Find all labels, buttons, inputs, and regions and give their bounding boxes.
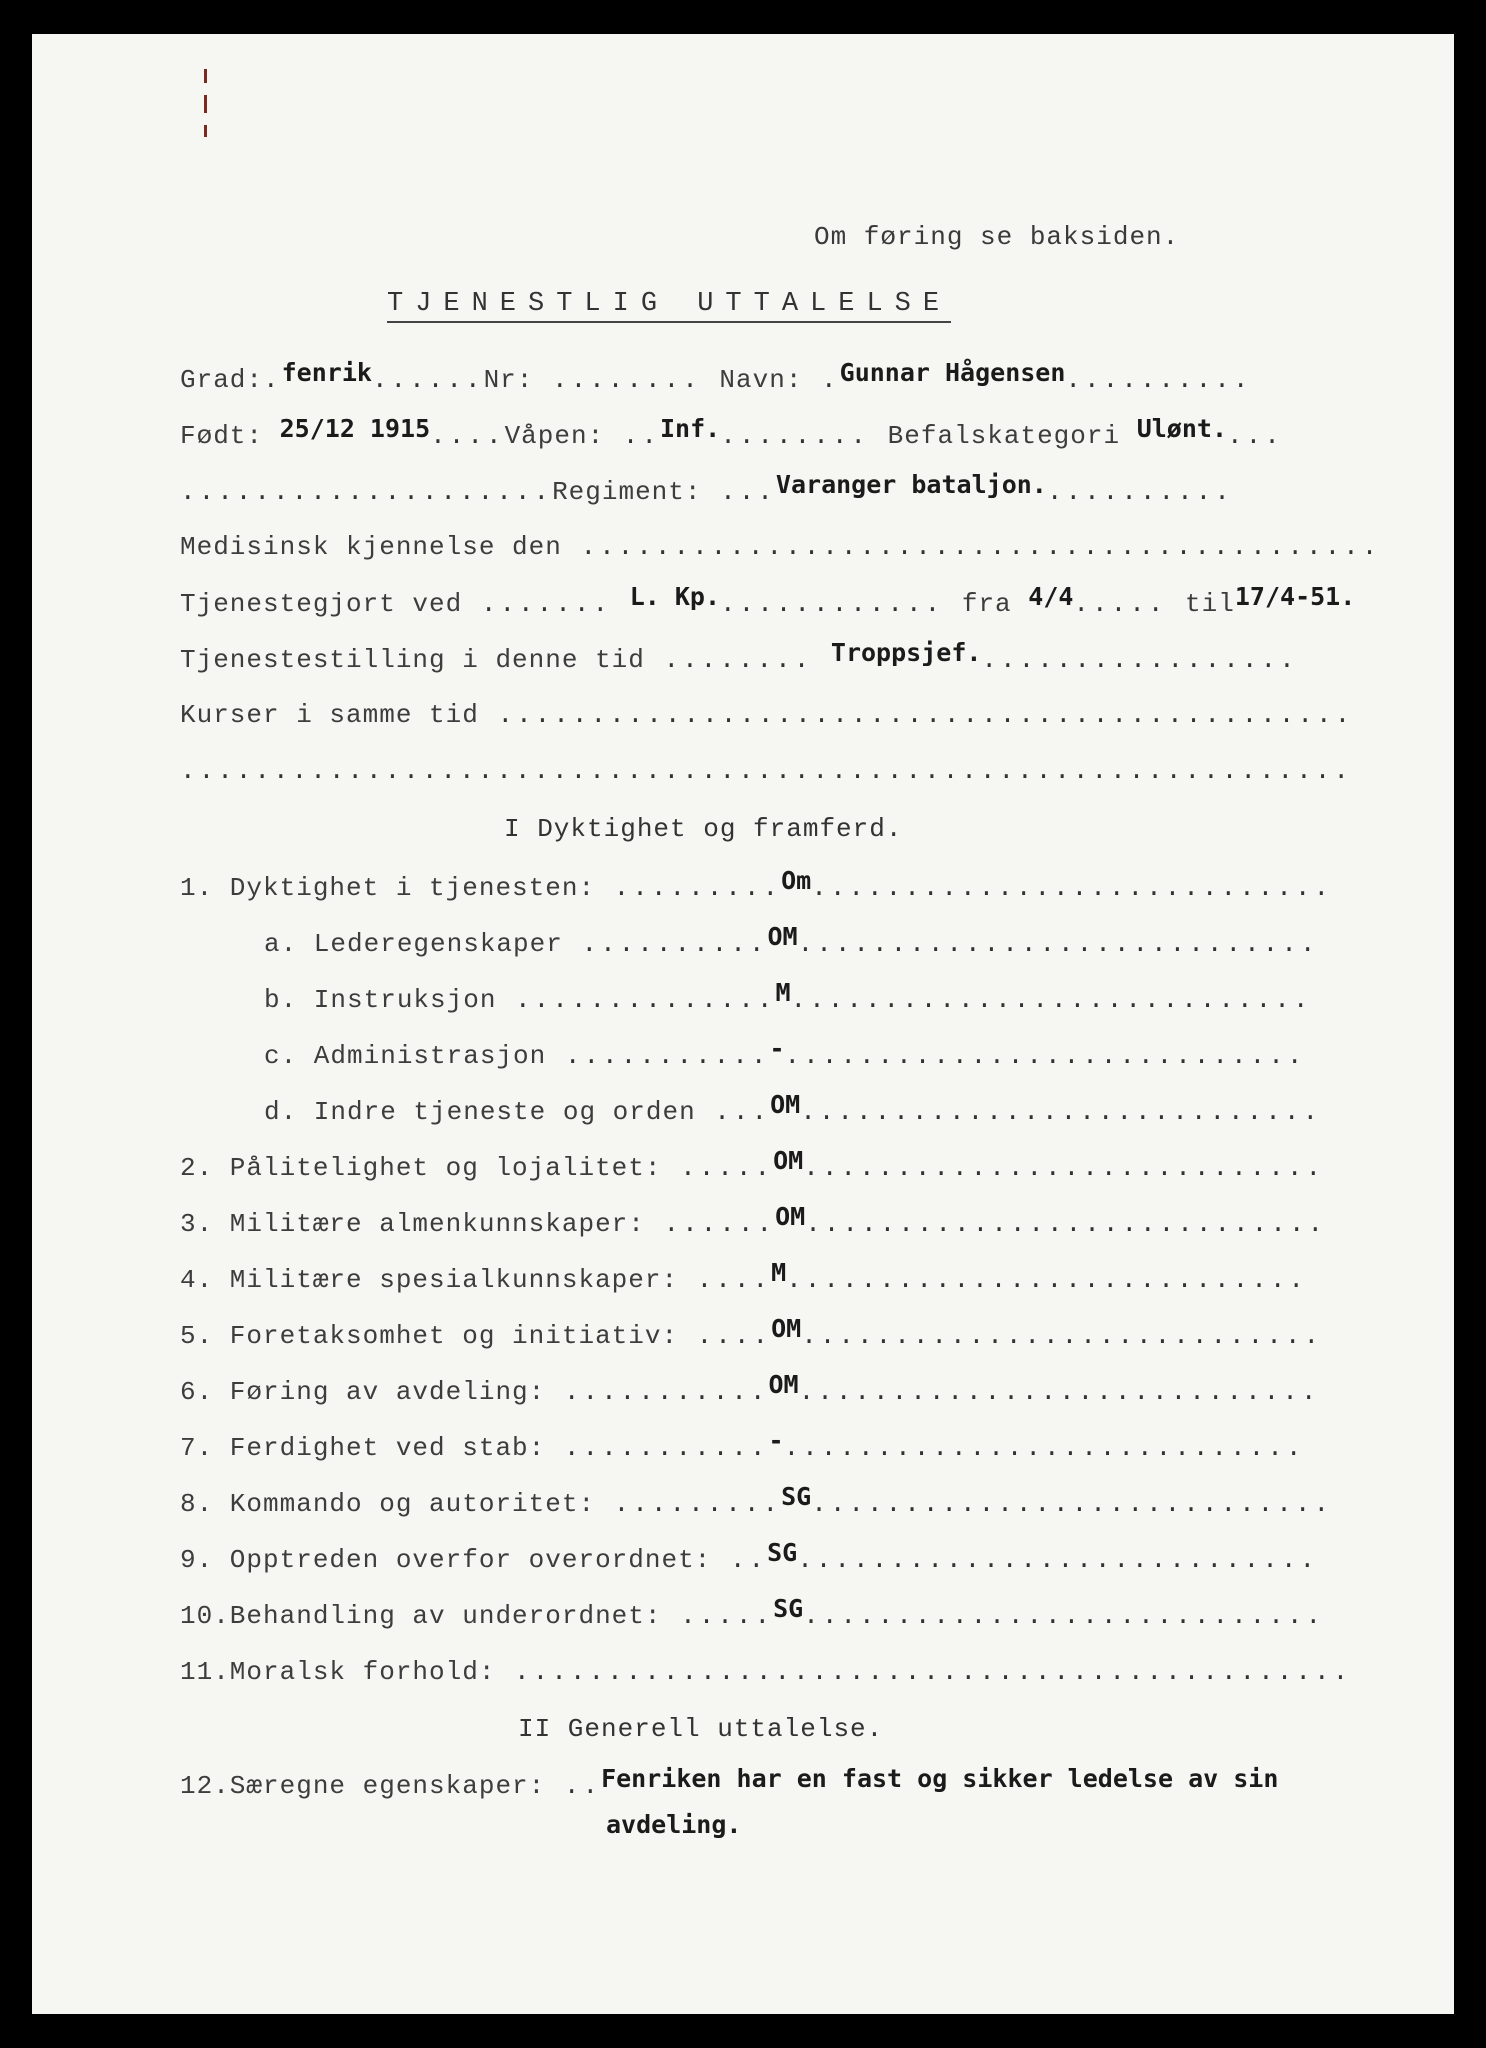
befal-value: Ulønt. — [1136, 414, 1228, 443]
nr-label: Nr: — [483, 365, 534, 395]
medisinsk-label: Medisinsk kjennelse den — [180, 532, 562, 562]
tjenestegjort-value: L. Kp. — [629, 582, 720, 611]
vapen-value: Inf. — [660, 414, 721, 443]
leader-dots: .............. — [496, 985, 776, 1015]
navn-value: Gunnar Hågensen — [839, 358, 1066, 387]
evaluation-label: 10.Behandling av underordnet: — [180, 1601, 662, 1631]
leader-dots: ........... — [546, 1041, 770, 1071]
evaluation-grade: - — [768, 1426, 784, 1455]
leader-dots: .......... — [562, 929, 768, 959]
regiment-label: Regiment: — [552, 477, 702, 507]
evaluation-row — [180, 1538, 1319, 1575]
grad-value: fenrik — [281, 358, 372, 387]
document-page — [32, 34, 1454, 2014]
stilling-value: Troppsjef. — [830, 638, 982, 667]
row-regiment: ....................Regiment: ...Varanger bataljon........... — [180, 470, 1233, 507]
evaluation-row — [180, 1146, 1325, 1183]
grad-label: Grad: — [180, 365, 264, 395]
evaluation-label: d. Indre tjeneste og orden — [264, 1097, 696, 1127]
vapen-label: Våpen: — [504, 421, 605, 451]
evaluation-grade: OM — [768, 1370, 799, 1399]
leader-dots: ......... — [595, 1489, 782, 1519]
stilling-label: Tjenestestilling i denne tid — [180, 645, 645, 675]
section-1-heading: I Dyktighet og framferd. — [504, 814, 903, 844]
leader-dots: ... — [695, 1097, 771, 1127]
leader-dots: ...... — [644, 1209, 776, 1239]
evaluation-row — [180, 1426, 1305, 1463]
leader-dots: .... — [678, 1321, 772, 1351]
evaluation-row — [180, 1258, 1308, 1295]
leader-dots: ............................ — [803, 1601, 1325, 1631]
row-kurser: Kurser i samme tid .............................................. — [180, 700, 1354, 730]
tjenestegjort-label: Tjenestegjort ved — [180, 589, 463, 619]
evaluation-label: 6. Føring av avdeling: — [180, 1377, 546, 1407]
evaluation-label: 4. Militære spesialkunnskaper: — [180, 1265, 679, 1295]
item-12-label: 12.Særegne egenskaper: — [180, 1771, 546, 1801]
evaluation-grade: M — [771, 1258, 787, 1287]
evaluation-grade: OM — [775, 1202, 806, 1231]
evaluation-row — [180, 1482, 1333, 1519]
leader-dots: ............................ — [797, 1545, 1319, 1575]
fra-label: fra — [961, 589, 1012, 619]
leader-dots: ............................ — [800, 1097, 1322, 1127]
evaluation-row — [180, 1314, 1323, 1351]
row-tjenestegjort: Tjenestegjort ved ....... L. Kp............. fra 4/4..... til17/4-51. — [180, 582, 1356, 619]
evaluation-label: 9. Opptreden overfor overordnet: — [180, 1545, 712, 1575]
leader-dots: ............................ — [803, 1153, 1325, 1183]
evaluation-label: 11.Moralsk forhold: — [180, 1657, 496, 1687]
evaluation-label: 2. Pålitelighet og lojalitet: — [180, 1153, 662, 1183]
evaluation-row — [180, 1656, 1351, 1687]
leader-dots: ............................ — [790, 985, 1312, 1015]
evaluation-grade: Om — [781, 866, 812, 895]
section-2-heading: II Generell uttalelse. — [518, 1714, 884, 1744]
leader-dots: ............................ — [784, 1041, 1306, 1071]
leader-dots: ..... — [661, 1601, 774, 1631]
row-grad: Grad:.fenrik......Nr: ........ Navn: .Gunnar Hågensen.......... — [180, 358, 1252, 395]
leader-dots: ............................ — [798, 1377, 1320, 1407]
leader-dots: ......... — [595, 873, 782, 903]
evaluation-row — [264, 1034, 1306, 1071]
leader-dots: ........... — [545, 1377, 769, 1407]
evaluation-row — [180, 1202, 1327, 1239]
evaluation-grade: OM — [773, 1146, 804, 1175]
evaluation-grade: OM — [767, 922, 798, 951]
leader-dots: ............................ — [786, 1265, 1308, 1295]
row-fodt: Født: 25/12 1915....Våpen: ..Inf......... Befalskategori Ulønt.... — [180, 414, 1283, 451]
evaluation-grade: - — [769, 1034, 785, 1063]
leader-dots: ............................................. — [495, 1657, 1352, 1687]
til-value: 17/4-51. — [1234, 582, 1356, 611]
leader-dots: ............................ — [797, 929, 1319, 959]
row-blank: ............................................................... — [180, 756, 1352, 786]
leader-dots: ............................ — [805, 1209, 1327, 1239]
evaluation-label: 3. Militære almenkunnskaper: — [180, 1209, 645, 1239]
evaluation-grade: OM — [770, 1090, 801, 1119]
evaluation-row — [180, 1370, 1320, 1407]
fodt-label: Født: — [180, 421, 264, 451]
header-note: Om føring se baksiden. — [814, 222, 1180, 252]
evaluation-row — [264, 978, 1312, 1015]
leader-dots: ..... — [661, 1153, 774, 1183]
row-stilling: Tjenestestilling i denne tid ........ Troppsjef.................. — [180, 638, 1298, 675]
item-12-text-1: Fenriken har en fast og sikker ledelse av sin — [601, 1764, 1279, 1793]
evaluation-row — [180, 1594, 1325, 1631]
leader-dots: ............................ — [783, 1433, 1305, 1463]
row-medisinsk: Medisinsk kjennelse den ........................................... — [180, 532, 1381, 562]
evaluation-label: 7. Ferdighet ved stab: — [180, 1433, 546, 1463]
leader-dots: ........... — [545, 1433, 769, 1463]
fra-value: 4/4 — [1028, 582, 1074, 611]
evaluation-row — [264, 1090, 1322, 1127]
document-title: TJENESTLIG UTTALELSE — [387, 289, 951, 323]
red-margin-marks — [204, 69, 207, 149]
leader-dots: ............................ — [801, 1321, 1323, 1351]
evaluation-label: a. Lederegenskaper — [264, 929, 563, 959]
evaluation-label: 8. Kommando og autoritet: — [180, 1489, 596, 1519]
item-12-text-2: avdeling. — [606, 1810, 742, 1839]
leader-dots: ............................ — [811, 1489, 1333, 1519]
kurser-label: Kurser i samme tid — [180, 700, 479, 730]
evaluation-label: 5. Foretaksomhet og initiativ: — [180, 1321, 679, 1351]
evaluation-grade: SG — [773, 1594, 804, 1623]
navn-label: Navn: — [719, 365, 803, 395]
befal-label: Befalskategori — [887, 421, 1121, 451]
leader-dots: ............................ — [811, 873, 1333, 903]
evaluation-grade: SG — [781, 1482, 812, 1511]
fodt-value: 25/12 1915 — [279, 414, 431, 443]
leader-dots: .. — [711, 1545, 768, 1575]
row-item-12-cont — [606, 1810, 742, 1847]
evaluation-grade: OM — [771, 1314, 802, 1343]
evaluation-label: b. Instruksjon — [264, 985, 497, 1015]
evaluation-row — [264, 922, 1319, 959]
evaluation-grade: M — [775, 978, 791, 1007]
regiment-value: Varanger bataljon. — [775, 470, 1047, 499]
evaluation-label: c. Administrasjon — [264, 1041, 547, 1071]
leader-dots: .... — [678, 1265, 772, 1295]
evaluation-grade: SG — [767, 1538, 798, 1567]
evaluation-label: 1. Dyktighet i tjenesten: — [180, 873, 596, 903]
row-item-12: 12.Særegne egenskaper: ..Fenriken har en fast og sikker ledelse av sin — [180, 1764, 1279, 1801]
evaluation-row — [180, 866, 1333, 903]
til-label: til — [1185, 589, 1235, 619]
